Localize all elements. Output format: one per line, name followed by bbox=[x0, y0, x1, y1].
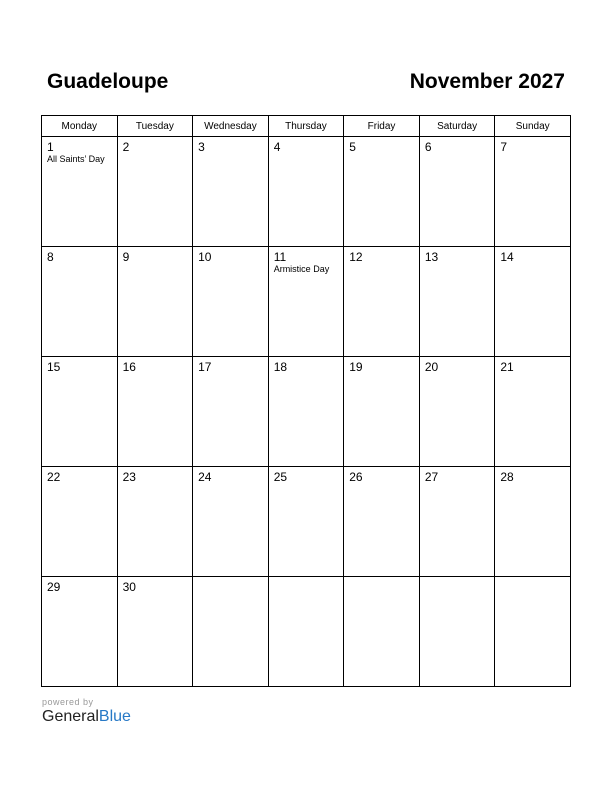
day-cell bbox=[193, 357, 269, 467]
day-cell bbox=[495, 357, 571, 467]
brand-name-general: General bbox=[42, 708, 99, 725]
day-cell bbox=[117, 247, 193, 357]
day-number: 19 bbox=[349, 360, 363, 374]
day-number: 9 bbox=[122, 250, 130, 264]
day-cell bbox=[268, 467, 344, 577]
day-cell bbox=[268, 357, 344, 467]
day-cell bbox=[193, 137, 269, 247]
day-number: 5 bbox=[349, 140, 356, 154]
day-cell bbox=[419, 577, 495, 687]
day-number: 20 bbox=[424, 360, 439, 374]
brand-logo bbox=[42, 708, 131, 726]
day-number: 10 bbox=[198, 250, 212, 264]
day-cell bbox=[419, 357, 495, 467]
day-cell bbox=[344, 247, 420, 357]
week-row bbox=[42, 137, 571, 247]
day-number bbox=[420, 577, 495, 580]
day-number: 18 bbox=[273, 360, 288, 374]
brand-name-blue: Blue bbox=[98, 708, 131, 725]
day-cell bbox=[419, 247, 495, 357]
day-cell bbox=[419, 467, 495, 577]
weekday-header: Thursday bbox=[268, 116, 344, 137]
calendar-body bbox=[42, 137, 571, 687]
day-number: 16 bbox=[122, 360, 136, 374]
day-cell bbox=[42, 357, 118, 467]
day-number: 29 bbox=[47, 580, 61, 594]
day-number: 21 bbox=[500, 360, 514, 374]
day-cell bbox=[344, 357, 420, 467]
day-cell bbox=[193, 577, 269, 687]
powered-by-label: powered by bbox=[42, 697, 94, 707]
weekday-header: Wednesday bbox=[193, 116, 269, 137]
day-cell bbox=[117, 137, 193, 247]
day-cell bbox=[344, 577, 420, 687]
day-number: 6 bbox=[424, 140, 432, 154]
day-number bbox=[269, 577, 344, 580]
holiday-label: Armistice Day bbox=[273, 264, 330, 274]
day-number: 22 bbox=[47, 470, 61, 484]
week-row bbox=[42, 577, 571, 687]
day-number: 14 bbox=[500, 250, 514, 264]
country-title: Guadeloupe bbox=[47, 70, 169, 93]
day-cell bbox=[419, 137, 495, 247]
month-year-title: November 2027 bbox=[409, 70, 565, 93]
calendar-header bbox=[47, 70, 565, 100]
day-cell bbox=[268, 247, 344, 357]
day-cell bbox=[42, 467, 118, 577]
footer-branding bbox=[42, 697, 131, 726]
day-number: 26 bbox=[349, 470, 363, 484]
week-row bbox=[42, 467, 571, 577]
day-cell bbox=[268, 137, 344, 247]
day-cell bbox=[495, 247, 571, 357]
day-cell bbox=[495, 467, 571, 577]
day-number bbox=[344, 577, 419, 580]
weekday-header: Saturday bbox=[419, 116, 495, 137]
day-cell bbox=[117, 467, 193, 577]
day-number: 15 bbox=[47, 360, 61, 374]
day-number: 2 bbox=[122, 140, 130, 154]
day-number: 1 bbox=[47, 140, 54, 154]
weekday-header: Tuesday bbox=[117, 116, 193, 137]
day-number: 4 bbox=[273, 140, 281, 154]
day-number: 7 bbox=[500, 140, 508, 154]
week-row bbox=[42, 357, 571, 467]
week-row bbox=[42, 247, 571, 357]
day-number: 30 bbox=[122, 580, 136, 594]
weekday-header: Monday bbox=[42, 116, 118, 137]
day-number: 3 bbox=[198, 140, 205, 154]
weekday-header-row bbox=[42, 116, 571, 137]
day-cell bbox=[42, 137, 118, 247]
day-number: 11 bbox=[273, 250, 287, 264]
day-cell bbox=[42, 577, 118, 687]
calendar-grid bbox=[41, 115, 571, 687]
day-cell bbox=[117, 577, 193, 687]
day-number: 24 bbox=[198, 470, 212, 484]
weekday-header: Friday bbox=[344, 116, 420, 137]
day-number bbox=[193, 577, 268, 580]
day-cell bbox=[344, 137, 420, 247]
holiday-label: All Saints’ Day bbox=[47, 154, 105, 164]
day-number: 23 bbox=[122, 470, 136, 484]
day-number: 27 bbox=[424, 470, 439, 484]
day-cell bbox=[344, 467, 420, 577]
day-number: 28 bbox=[500, 470, 514, 484]
day-cell bbox=[117, 357, 193, 467]
day-cell bbox=[495, 577, 571, 687]
day-number bbox=[495, 577, 570, 580]
day-number: 17 bbox=[198, 360, 212, 374]
day-cell bbox=[268, 577, 344, 687]
day-cell bbox=[495, 137, 571, 247]
day-cell bbox=[193, 247, 269, 357]
day-number: 25 bbox=[273, 470, 288, 484]
day-cell bbox=[42, 247, 118, 357]
weekday-header: Sunday bbox=[495, 116, 571, 137]
day-number: 13 bbox=[424, 250, 439, 264]
day-number: 12 bbox=[349, 250, 363, 264]
day-cell bbox=[193, 467, 269, 577]
day-number: 8 bbox=[47, 250, 54, 264]
